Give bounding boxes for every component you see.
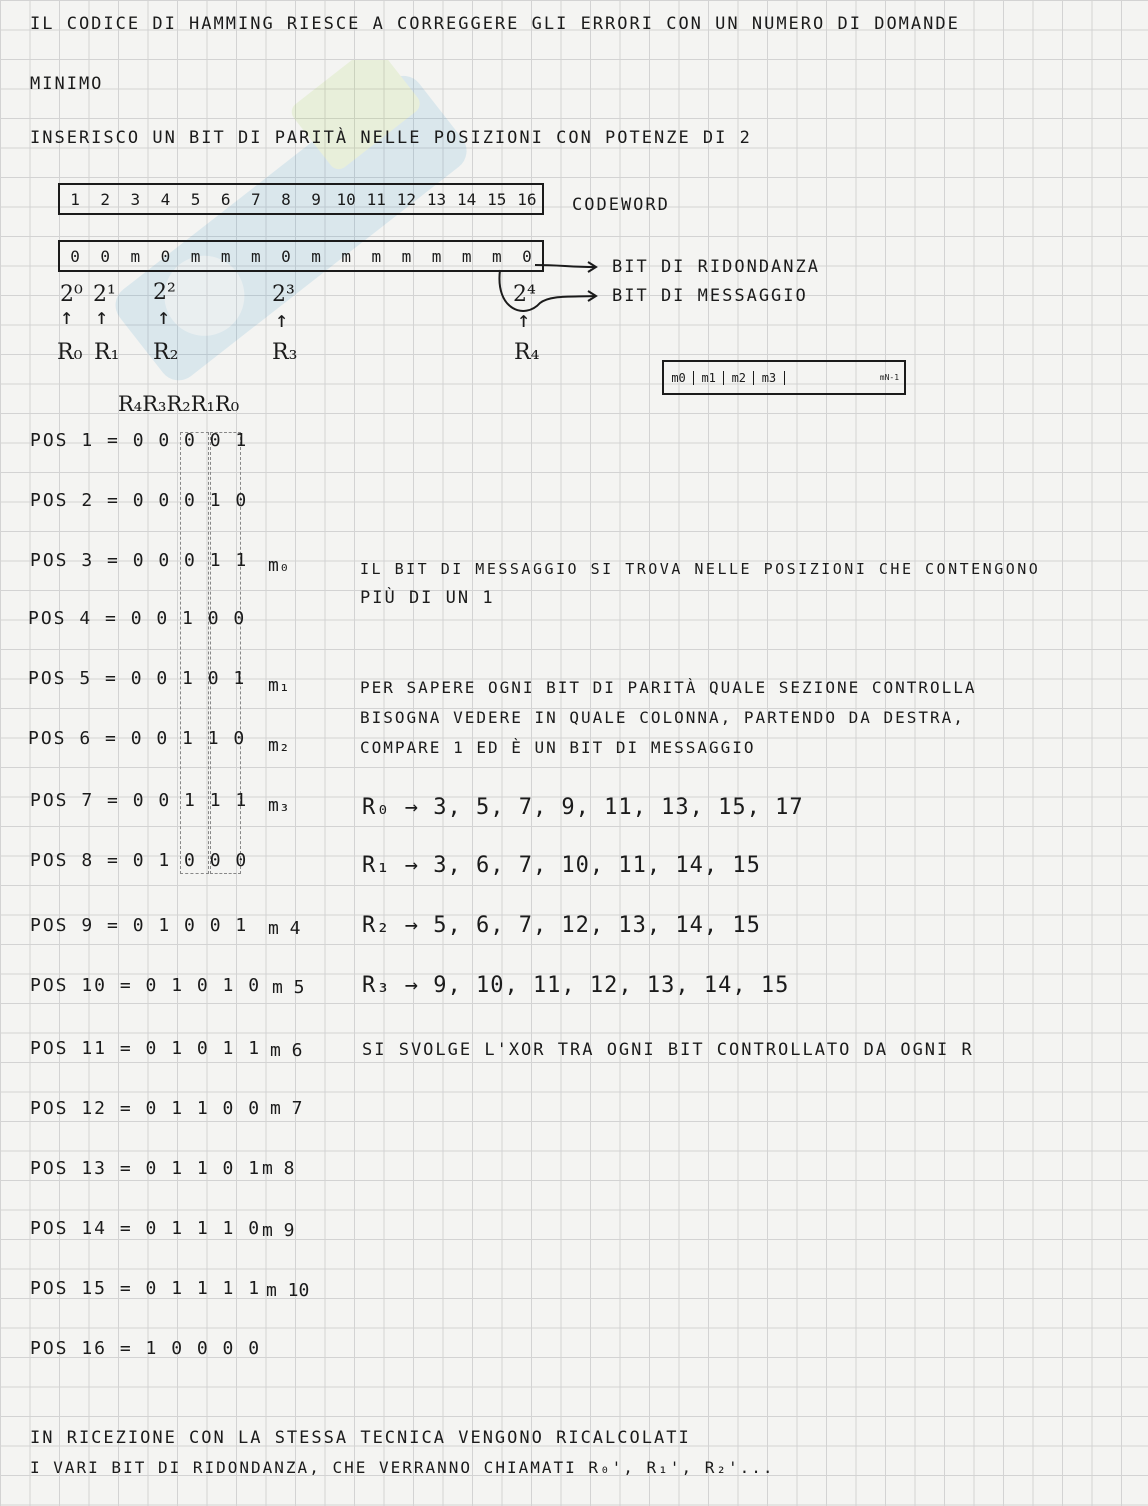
bit-cell: m xyxy=(130,246,141,266)
message-cell: mN-1 xyxy=(879,373,900,382)
intro-line-3: INSERISCO UN BIT DI PARITÀ NELLE POSIZIONI CON POTENZE DI 2 xyxy=(30,128,752,148)
bit-cell: m xyxy=(311,246,321,266)
codeword-cell: 12 xyxy=(396,189,417,209)
position-row: POS 6 = 0 0 1 1 0 xyxy=(28,728,247,749)
message-index: m₃ xyxy=(268,795,290,816)
position-row: POS 16 = 1 0 0 0 0 xyxy=(30,1338,262,1359)
codeword-cell: 14 xyxy=(457,189,477,209)
r2-label: R₂ xyxy=(153,340,179,365)
message-array-box xyxy=(662,360,906,395)
codeword-cell: 10 xyxy=(336,189,356,209)
codeword-label: CODEWORD xyxy=(572,195,670,215)
position-row: POS 9 = 0 1 0 0 1 xyxy=(30,915,249,936)
position-row: POS 3 = 0 0 0 1 1 xyxy=(30,550,249,571)
up-arrow-icon: ↑ xyxy=(157,305,171,330)
position-row: POS 13 = 0 1 1 0 1 xyxy=(30,1158,262,1179)
up-arrow-icon: ↑ xyxy=(517,308,531,333)
bit-cell: m xyxy=(401,246,412,266)
up-arrow-icon: ↑ xyxy=(275,308,289,333)
message-cell: m0 xyxy=(664,371,694,385)
message-index: m₀ xyxy=(268,555,290,576)
message-index: m 6 xyxy=(270,1040,303,1061)
codeword-cell: 11 xyxy=(366,189,386,209)
note-xor: SI SVOLGE L'XOR TRA OGNI BIT CONTROLLATO DA OGNI R xyxy=(362,1040,974,1060)
codeword-bits-box xyxy=(58,240,544,272)
position-row: POS 1 = 0 0 0 0 1 xyxy=(30,430,249,451)
bit-cell: m xyxy=(341,246,351,266)
position-row: POS 4 = 0 0 1 0 0 xyxy=(28,608,247,629)
power-2-4: 2⁴ xyxy=(513,282,536,307)
bit-cell: m xyxy=(371,246,382,266)
codeword-cell: 7 xyxy=(250,189,261,209)
message-index: m 10 xyxy=(266,1280,310,1301)
up-arrow-icon: ↑ xyxy=(95,305,109,330)
position-row: POS 2 = 0 0 0 1 0 xyxy=(30,490,249,511)
codeword-cell: 4 xyxy=(160,189,171,209)
position-row: POS 8 = 0 1 0 0 0 xyxy=(30,850,249,871)
codeword-cell: 2 xyxy=(100,189,110,209)
up-arrow-icon: ↑ xyxy=(60,305,74,330)
message-index: m 9 xyxy=(262,1220,295,1241)
bit-cell: m xyxy=(431,246,442,266)
bit-cell: 0 xyxy=(100,246,110,266)
note-r2: R₂ → 5, 6, 7, 12, 13, 14, 15 xyxy=(362,913,761,938)
message-index: m 8 xyxy=(262,1158,295,1179)
redundancy-label: BIT DI RIDONDANZA xyxy=(612,257,820,277)
note-1b: PIÙ DI UN 1 xyxy=(360,588,495,608)
codeword-cell: 1 xyxy=(70,189,80,209)
codeword-cell: 13 xyxy=(426,189,447,209)
note-r3: R₃ → 9, 10, 11, 12, 13, 14, 15 xyxy=(362,973,790,998)
r0-label: R₀ xyxy=(57,340,83,365)
message-cell: m3 xyxy=(754,371,784,385)
message-index: m₂ xyxy=(268,735,290,756)
power-2-3: 2³ xyxy=(272,282,295,307)
r1-label: R₁ xyxy=(94,340,120,365)
codeword-cell: 9 xyxy=(311,189,321,209)
bit-cell: 0 xyxy=(160,246,171,266)
header-bits: R₄R₃R₂R₁R₀ xyxy=(118,392,240,416)
bit-cell: 0 xyxy=(522,246,532,266)
r4-label: R₄ xyxy=(514,340,540,365)
codeword-cell: 3 xyxy=(130,189,141,209)
codeword-positions-box xyxy=(58,183,544,215)
bit-cell: m xyxy=(250,246,261,266)
bit-cell: m xyxy=(491,246,502,266)
power-2-2: 2² xyxy=(153,280,176,305)
note-end-2: I VARI BIT DI RIDONDANZA, CHE VERRANNO CHIAMATI R₀', R₁', R₂'... xyxy=(30,1458,775,1477)
message-label: BIT DI MESSAGGIO xyxy=(612,286,808,306)
position-row: POS 11 = 0 1 0 1 1 xyxy=(30,1038,262,1059)
r3-label: R₃ xyxy=(272,340,298,365)
position-row: POS 7 = 0 0 1 1 1 xyxy=(30,790,249,811)
bit-cell: 0 xyxy=(281,246,291,266)
power-2-1: 2¹ xyxy=(93,282,116,307)
intro-line-2: MINIMO xyxy=(30,74,104,94)
codeword-cell: 5 xyxy=(190,189,201,209)
position-row: POS 15 = 0 1 1 1 1 xyxy=(30,1278,262,1299)
position-row: POS 14 = 0 1 1 1 0 xyxy=(30,1218,262,1239)
codeword-cell: 8 xyxy=(281,189,291,209)
power-2-0: 2⁰ xyxy=(60,282,83,307)
note-1a: IL BIT DI MESSAGGIO SI TROVA NELLE POSIZIONI CHE CONTENGONO xyxy=(360,560,1041,578)
position-row: POS 12 = 0 1 1 0 0 xyxy=(30,1098,262,1119)
codeword-cell: 15 xyxy=(487,189,507,209)
message-index: m 7 xyxy=(270,1098,303,1119)
bit-cell: m xyxy=(220,246,231,266)
note-2a: PER SAPERE OGNI BIT DI PARITÀ QUALE SEZIONE CONTROLLA xyxy=(360,678,977,697)
note-r0: R₀ → 3, 5, 7, 9, 11, 13, 15, 17 xyxy=(362,795,804,820)
codeword-cell: 16 xyxy=(517,189,537,209)
codeword-cell: 6 xyxy=(220,189,231,209)
message-index: m 4 xyxy=(268,918,301,939)
note-end-1: IN RICEZIONE CON LA STESSA TECNICA VENGONO RICALCOLATI xyxy=(30,1428,691,1448)
note-2b: BISOGNA VEDERE IN QUALE COLONNA, PARTENDO DA DESTRA, xyxy=(360,708,965,727)
note-r1: R₁ → 3, 6, 7, 10, 11, 14, 15 xyxy=(362,853,761,878)
bit-cell: 0 xyxy=(70,246,80,266)
message-cell: m2 xyxy=(724,371,754,385)
intro-line-1: IL CODICE DI HAMMING RIESCE A CORREGGERE GLI ERRORI CON UN NUMERO DI DOMANDE xyxy=(30,14,960,34)
message-cell: m1 xyxy=(694,371,724,385)
position-row: POS 5 = 0 0 1 0 1 xyxy=(28,668,247,689)
annotation-arrows xyxy=(490,255,620,325)
bit-cell: m xyxy=(190,246,201,266)
message-index: m₁ xyxy=(268,675,290,696)
bit-cell: m xyxy=(461,246,472,266)
position-row: POS 10 = 0 1 0 1 0 xyxy=(30,975,262,996)
note-2c: COMPARE 1 ED È UN BIT DI MESSAGGIO xyxy=(360,738,756,757)
message-index: m 5 xyxy=(272,977,305,998)
